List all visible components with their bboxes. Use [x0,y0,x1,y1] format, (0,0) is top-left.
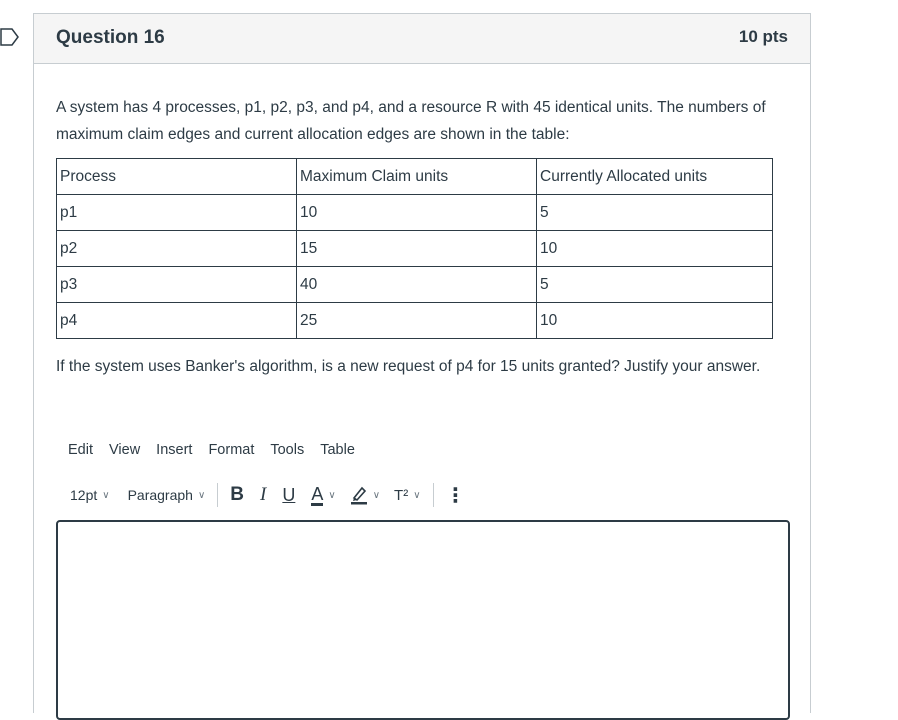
menu-view[interactable]: View [109,442,141,458]
menu-tools[interactable]: Tools [270,442,305,458]
chevron-down-icon: ∨ [197,489,206,501]
block-format-value: Paragraph [127,487,193,503]
table-row [57,303,773,339]
chevron-down-icon: ∨ [372,489,381,501]
block-format-dropdown[interactable] [128,487,206,503]
table-header-row [57,159,773,195]
table-cell: p4 [57,303,297,339]
menu-format[interactable]: Format [208,442,255,458]
superscript-button[interactable] [394,487,421,504]
table-cell: 10 [537,231,773,267]
resource-table [56,158,773,339]
table-cell: 10 [297,195,537,231]
bold-icon: B [230,484,245,505]
table-cell: p3 [57,267,297,303]
table-row [57,195,773,231]
question-card [33,13,811,713]
underline-button[interactable] [282,485,295,506]
table-cell: 5 [537,267,773,303]
highlighter-icon [350,485,368,505]
table-cell: p1 [57,195,297,231]
table-header-cell: Process [57,159,297,195]
question-prompt: A system has 4 processes, p1, p2, p3, and p4, and a resource R with 45 identical units. The numbers of maximum claim edges and current allocation edges are shown in the table: [56,99,766,143]
table-cell: 15 [297,231,537,267]
table-cell: 25 [297,303,537,339]
table-cell: 40 [297,267,537,303]
text-color-button[interactable] [311,485,335,506]
text-color-icon: A [311,483,324,504]
editor-toolbar [70,480,482,510]
italic-button[interactable] [260,484,266,506]
more-vertical-icon: ⋮ [445,484,466,507]
table-row [57,231,773,267]
superscript-icon: T² [394,486,409,504]
table-row [57,267,773,303]
flag-question-icon[interactable] [0,27,20,47]
bold-button[interactable] [230,484,244,506]
toolbar-divider [433,483,434,507]
font-size-value: 12pt [70,487,98,503]
highlight-color-button[interactable] [350,485,380,505]
question-header [34,14,810,64]
toolbar-divider [217,483,218,507]
answer-editor[interactable] [56,520,790,720]
table-cell: p2 [57,231,297,267]
menu-insert[interactable]: Insert [156,442,193,458]
font-size-dropdown[interactable] [70,487,110,503]
underline-icon: U [282,484,296,505]
chevron-down-icon: ∨ [328,489,336,501]
table-header-cell: Currently Allocated units [537,159,773,195]
table-cell: 10 [537,303,773,339]
chevron-down-icon: ∨ [102,489,110,501]
table-header-cell: Maximum Claim units [297,159,537,195]
question-text: If the system uses Banker's algorithm, is a new request of p4 for 15 units granted? Justify your answer. [56,358,761,375]
menu-table[interactable]: Table [320,442,355,458]
more-options-button[interactable] [446,483,466,508]
question-points: 10 pts [738,27,788,46]
italic-icon: I [260,484,267,505]
menu-edit[interactable]: Edit [68,442,93,458]
editor-menubar [68,442,371,458]
table-cell: 5 [537,195,773,231]
chevron-down-icon: ∨ [413,489,421,501]
question-title: Question 16 [56,27,165,48]
